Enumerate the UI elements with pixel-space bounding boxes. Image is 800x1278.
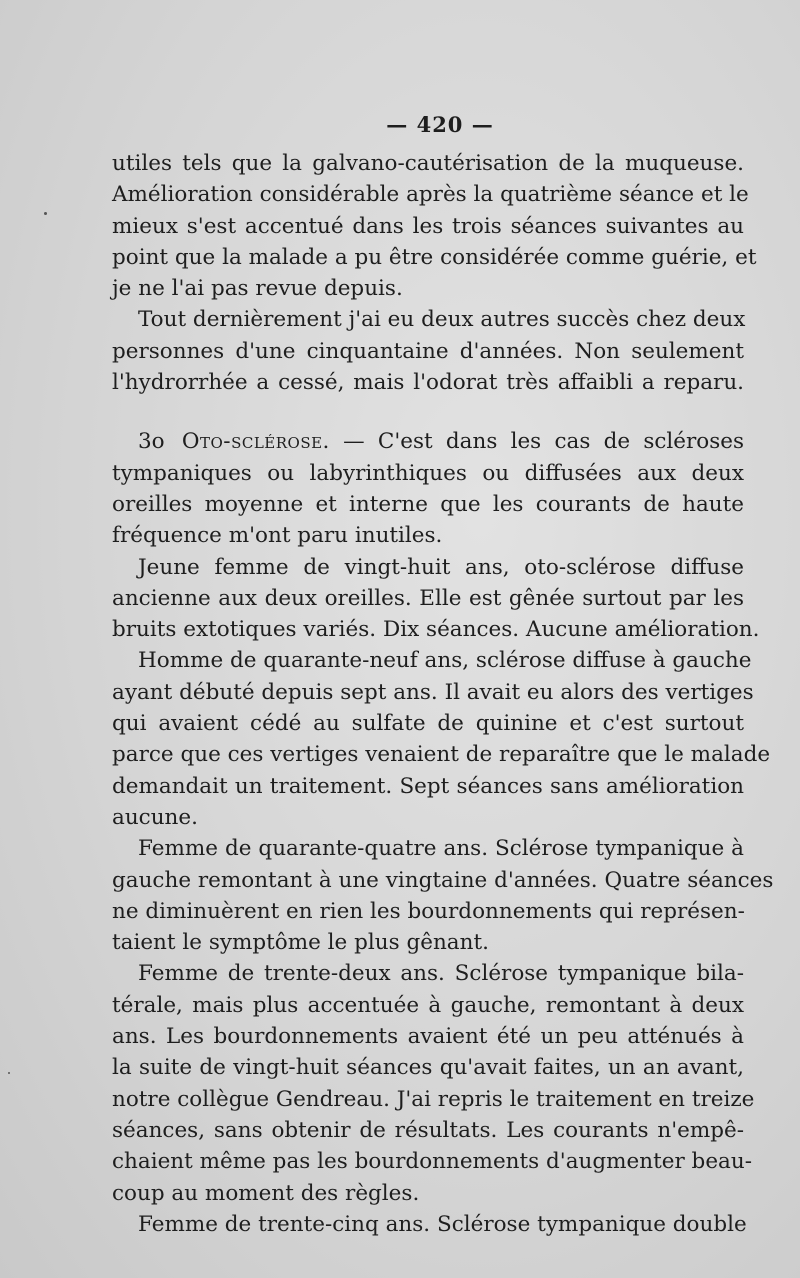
section-number: 3o [138, 429, 165, 455]
text-line: taient le symptôme le plus gênant. [112, 930, 489, 956]
text-line: gauche remontant à une vingtaine d'années. Quatre séances [112, 867, 774, 893]
text-line: Tout dernièrement j'ai eu deux autres succès chez deux [138, 307, 746, 333]
paragraph [112, 304, 744, 398]
paragraph [112, 1209, 747, 1240]
paper-speck [8, 1072, 10, 1074]
text-line: la suite de vingt-huit séances qu'avait faites, un an avant, [112, 1055, 744, 1081]
text-line: ancienne aux deux oreilles. Elle est gênée surtout par les [112, 585, 744, 611]
text-line: séances, sans obtenir de résultats. Les courants n'empê- [112, 1117, 744, 1143]
section-first-line: C'est dans les cas de scléroses [377, 429, 745, 455]
text-line: ne diminuèrent en rien les bourdonnements qui représen- [112, 898, 745, 924]
text-line: Jeune femme de vingt-huit ans, oto-sclérose diffuse [138, 554, 744, 580]
text-line: parce que ces vertiges venaient de reparaître que le malade [112, 742, 771, 768]
text-line: Homme de quarante-neuf ans, sclérose diffuse à gauche [138, 648, 752, 674]
paragraph [112, 958, 755, 1208]
section-oto-sclerose [112, 426, 744, 551]
text-line: demandait un traitement. Sept séances sans amélioration [112, 773, 744, 799]
text-line: utiles tels que la galvano-cautérisation de la muqueuse. [112, 151, 744, 176]
text-body [112, 148, 774, 1240]
text-line: bruits extotiques variés. Dix séances. Aucune amélioration. [112, 617, 760, 643]
text-line: aucune. [112, 804, 198, 830]
section-title: Oto-sclérose. [181, 429, 330, 455]
text-line: Femme de trente-deux ans. Sclérose tympanique bila- [138, 961, 744, 987]
text-line: coup au moment des règles. [112, 1180, 420, 1206]
paragraph [112, 148, 757, 304]
text-line: térale, mais plus accentuée à gauche, remontant à deux [112, 992, 744, 1018]
paper-speck [44, 212, 47, 215]
text-line: fréquence m'ont paru inutiles. [112, 523, 443, 549]
text-line: ayant débuté depuis sept ans. Il avait eu alors des vertiges [112, 679, 754, 705]
paragraph [112, 833, 774, 958]
text-line: mieux s'est accentué dans les trois séances suivantes au [112, 213, 744, 239]
section-spacer [112, 398, 744, 426]
text-line: Amélioration considérable après la quatrième séance et le [112, 182, 749, 208]
section-heading-line [112, 426, 744, 457]
text-line: point que la malade a pu être considérée comme guérie, et [112, 244, 757, 270]
text-line: je ne l'ai pas revue depuis. [112, 276, 403, 302]
text-line: l'hydrorrhée a cessé, mais l'odorat très affaibli a reparu. [112, 370, 744, 396]
section-dash: — [343, 429, 365, 455]
text-line: personnes d'une cinquantaine d'années. Non seulement [112, 338, 744, 364]
text-line: Femme de quarante-quatre ans. Sclérose tympanique à [138, 836, 744, 862]
text-line: notre collègue Gendreau. J'ai repris le traitement en treize [112, 1086, 755, 1112]
paragraph [112, 645, 771, 833]
text-line: ans. Les bourdonnements avaient été un peu atténués à [112, 1024, 744, 1050]
text-line: Femme de trente-cinq ans. Sclérose tympanique double [138, 1211, 747, 1237]
text-line: oreilles moyenne et interne que les courants de haute [112, 491, 744, 517]
paragraph [112, 552, 760, 646]
page-number: — 420 — [386, 112, 494, 137]
text-line: tympaniques ou labyrinthiques ou diffusées aux deux [112, 460, 744, 486]
text-line: qui avaient cédé au sulfate de quinine et c'est surtout [112, 711, 744, 737]
text-line: chaient même pas les bourdonnements d'augmenter beau- [112, 1149, 752, 1175]
